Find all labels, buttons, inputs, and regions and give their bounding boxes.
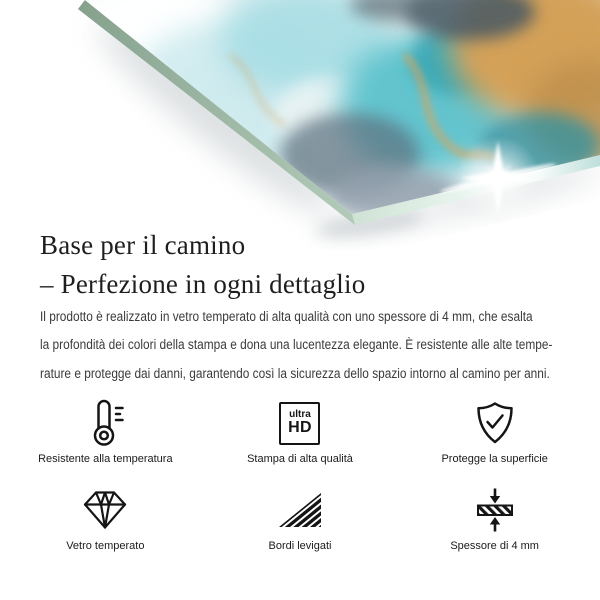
feature-label: Resistente alla temperatura bbox=[38, 453, 173, 465]
feature-polished-edges bbox=[203, 485, 398, 552]
hero-image bbox=[0, 0, 600, 250]
feature-surface-protection bbox=[397, 398, 592, 465]
description-line: rature e protegge dai danni, garantendo così la sicurezza dello spazio intorno al camino per anni. bbox=[40, 365, 550, 381]
beveled-edges-icon bbox=[277, 485, 323, 535]
title-line-2: – Perfezione in ogni dettaglio bbox=[40, 269, 366, 299]
ultra-hd-badge-bottom: HD bbox=[288, 419, 312, 436]
feature-label: Spessore di 4 mm bbox=[450, 540, 539, 552]
ultra-hd-badge-top: ultra bbox=[289, 409, 311, 420]
features-grid bbox=[8, 398, 592, 552]
feature-label: Bordi levigati bbox=[268, 540, 332, 552]
ultra-hd-icon bbox=[279, 398, 320, 448]
diamond-icon bbox=[80, 485, 130, 535]
thickness-icon bbox=[473, 485, 517, 535]
shield-check-icon bbox=[473, 398, 517, 448]
feature-label: Vetro temperato bbox=[66, 540, 145, 552]
feature-print-quality bbox=[203, 398, 398, 465]
description-line: la profondità dei colori della stampa e dona una lucentezza elegante. È resistente alle alte tempe- bbox=[40, 337, 553, 353]
description-line: Il prodotto è realizzato in vetro temperato di alta qualità con uno spessore di 4 mm, che esalta bbox=[40, 309, 533, 324]
product-description bbox=[40, 303, 595, 388]
feature-label: Stampa di alta qualità bbox=[247, 453, 353, 465]
feature-label: Protegge la superficie bbox=[441, 453, 548, 465]
page-title bbox=[40, 226, 365, 304]
feature-thickness bbox=[397, 485, 592, 552]
feature-tempered-glass bbox=[8, 485, 203, 552]
thermometer-icon bbox=[82, 398, 128, 448]
feature-temperature bbox=[8, 398, 203, 465]
title-line-1: Base per il camino bbox=[40, 230, 246, 260]
